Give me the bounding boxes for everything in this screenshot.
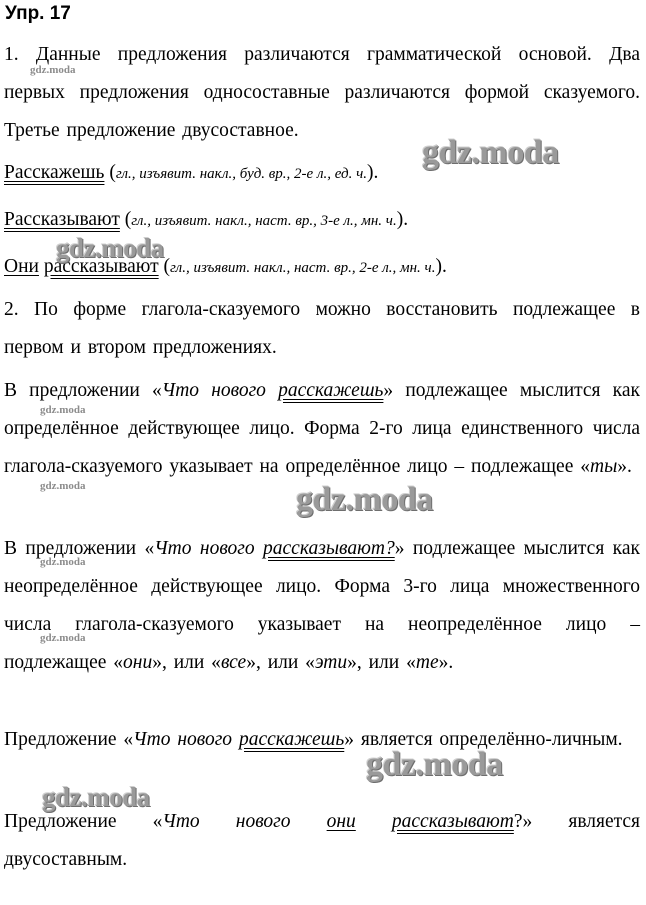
open-paren: ( [119, 209, 132, 230]
text: », или « [152, 652, 221, 673]
quote: Что нового [133, 729, 239, 750]
grammar-note: гл., изъявит. накл., буд. вр., 2-е л., ед. ч. [115, 166, 368, 182]
watermark-logo: gdz.moda [56, 233, 164, 263]
text: Предложение « [4, 729, 134, 750]
open-paren: ( [104, 162, 116, 183]
analysis-line-2 [4, 201, 640, 240]
close-paren: ). [367, 162, 379, 183]
subject-pronoun: они [123, 652, 153, 673]
grammar-note: гл., изъявит. накл., наст. вр., 2-е л., мн. ч. [170, 260, 436, 276]
watermark-logo: gdz.moda [40, 404, 86, 416]
quote: Что нового [161, 380, 279, 401]
text: В предложении « [4, 380, 162, 401]
text: », или « [347, 652, 416, 673]
watermark-logo: gdz.moda [366, 746, 503, 783]
close-paren: ). [396, 209, 409, 230]
quote-predicate: рассказывают? [263, 538, 395, 559]
paragraph-3 [4, 372, 640, 486]
watermark-logo: gdz.moda [40, 632, 86, 644]
watermark-logo: gdz.moda [42, 782, 150, 812]
paragraph-6 [4, 803, 640, 879]
text: ». [617, 456, 632, 477]
quote-predicate: рассказывают [391, 811, 514, 832]
subject-word: Они [4, 256, 39, 277]
text: », или « [246, 652, 315, 673]
quote-predicate: расскажешь [278, 380, 384, 401]
subject-pronoun: ты [590, 456, 618, 477]
watermark-logo: gdz.moda [30, 64, 76, 76]
paragraph-5 [4, 721, 640, 759]
paragraph-4 [4, 530, 640, 682]
quote-subject: они [326, 811, 356, 832]
quote: Что нового [154, 538, 264, 559]
analysis-line-1 [4, 154, 640, 193]
paragraph-1: 1. Данные предложения различаются грамматической основой. Два первых предложения односоставные различаются формой сказуемого. Третье предложение двусоставное. [4, 44, 640, 141]
watermark-logo: gdz.moda [40, 556, 86, 568]
predicate-word: рассказывают [43, 256, 159, 277]
subject-pronoun: те [415, 652, 439, 673]
text: В предложении « [4, 538, 155, 559]
close-paren: ). [435, 256, 447, 277]
text: Предложение « [4, 811, 163, 832]
space [356, 811, 392, 832]
quote-predicate: расскажешь [238, 729, 345, 750]
exercise-title: Упр. 17 [5, 3, 71, 24]
analysis-line-3 [4, 248, 640, 287]
watermark-logo: gdz.moda [422, 134, 559, 171]
watermark-logo: gdz.moda [40, 480, 86, 492]
text: ?» является двусоставным. [4, 811, 641, 870]
text: » подлежащее мыслится как неопределённое действующее лицо. Форма 3-го лица множественного числа глагола-сказуемого указывает на неопределённое лицо – подлежащее « [4, 538, 640, 673]
text: » подлежащее мыслится как определённое действующее лицо. Форма 2-го лица единственного числа глагола-сказуемого указывает на определённое лицо – подлежащее « [4, 380, 640, 477]
text: » является определённо-личным. [344, 729, 623, 750]
quote: Что нового [162, 811, 327, 832]
paragraph-2: 2. По форме глагола-сказуемого можно восстановить подлежащее в первом и втором предложениях. [4, 299, 640, 358]
watermark-logo: gdz.moda [296, 481, 433, 518]
subject-pronoun: все [220, 652, 247, 673]
predicate-word: Рассказывают [4, 209, 120, 230]
grammar-note: гл., изъявит. накл., наст. вр., 3-е л., мн. ч. [131, 213, 397, 229]
subject-pronoun: эти [314, 652, 348, 673]
text: ». [438, 652, 454, 673]
predicate-word: Расскажешь [4, 162, 105, 183]
open-paren: ( [158, 256, 171, 277]
